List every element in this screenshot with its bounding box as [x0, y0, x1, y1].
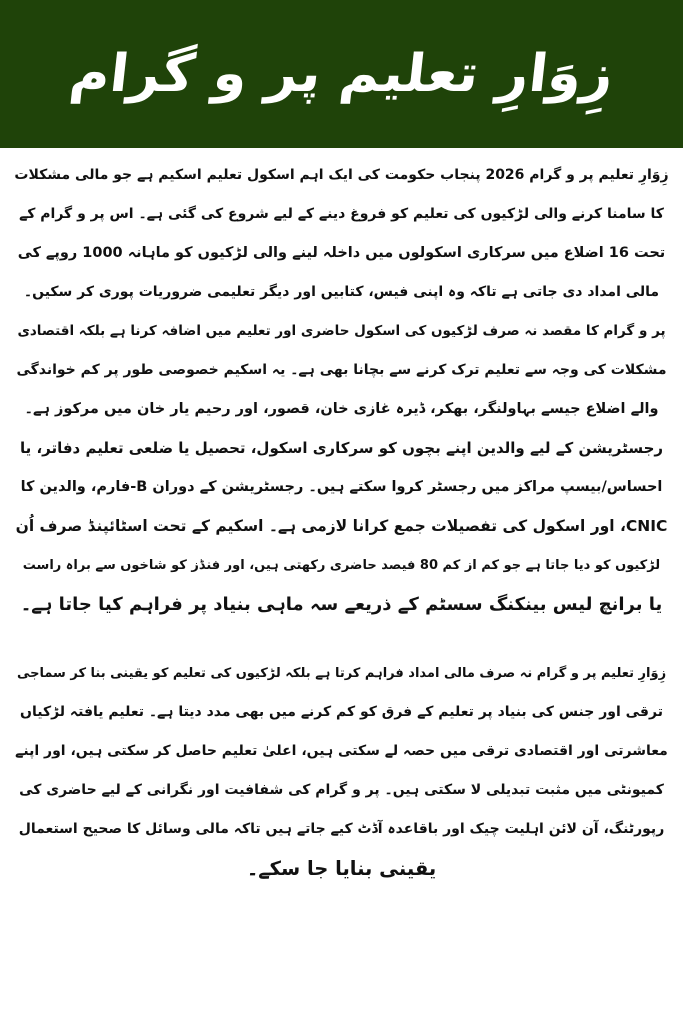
paragraph-impact — [14, 654, 669, 888]
text-line: CNIC، اور اسکول کی تفصیلات جمع کرانا لازمی ہے۔ اسکیم کے تحت اسٹائپنڈ صرف اُن — [15, 517, 668, 535]
text-line: والے اضلاع جیسے بہاولنگر، بھکر، ڈیرہ غازی خان، قصور، اور رحیم یار خان میں مرکوز ہے۔ — [24, 401, 659, 417]
paragraph-spacer — [14, 624, 669, 654]
text-line: تحت 16 اضلاع میں سرکاری اسکولوں میں داخلہ لینے والی لڑکیوں کو ماہانہ 1000 روپے کی — [17, 245, 666, 261]
text-line: کا سامنا کرنے والی لڑکیوں کی تعلیم کو فروغ دینے کے لیے شروع کی گئی ہے۔ اس پر و گرام کے — [19, 206, 664, 222]
paragraph-registration — [14, 429, 669, 624]
article-body — [0, 148, 683, 888]
title-banner — [0, 0, 683, 148]
text-line: ترقی اور جنس کی بنیاد پر تعلیم کے فرق کو کم کرنے میں بھی مدد دیتا ہے۔ تعلیم یافتہ لڑکیاں — [20, 704, 663, 720]
text-line: یقینی بنایا جا سکے۔ — [246, 857, 437, 880]
text-line: لڑکیوں کو دیا جاتا ہے جو کم از کم 80 فیصد حاضری رکھتی ہیں، اور فنڈز کو شاخوں سے براہ راست — [22, 558, 661, 573]
page-title: زِوَارِ تعلیم پر و گرام — [66, 44, 617, 104]
text-line: معاشرتی اور اقتصادی ترقی میں حصہ لے سکتی ہیں، اعلیٰ تعلیم حاصل کر سکتی ہیں، اور اپنے — [15, 743, 668, 759]
paragraph-objective — [14, 312, 669, 429]
text-line: رجسٹریشن کے لیے والدین اپنے بچوں کو سرکاری اسکول، تحصیل یا ضلعی تعلیم دفاتر، یا — [19, 439, 664, 457]
text-line: زِوَارِ تعلیم پر و گرام 2026 پنجاب حکومت کی ایک اہم اسکول تعلیم اسکیم ہے جو مالی مشکلات — [14, 167, 669, 183]
text-line: پر و گرام کا مقصد نہ صرف لڑکیوں کی اسکول حاضری اور تعلیم میں اضافہ کرنا ہے بلکہ اقتصادی — [17, 323, 666, 339]
text-line: زِوَارِ تعلیم پر و گرام نہ صرف مالی امداد فراہم کرتا ہے بلکہ لڑکیوں کی تعلیم کو یقینی بنا کر سماجی — [16, 666, 667, 681]
text-line: مالی امداد دی جاتی ہے تاکہ وہ اپنی فیس، کتابیں اور دیگر تعلیمی ضروریات پوری کر سکیں۔ — [23, 284, 660, 300]
text-line: کمیونٹی میں مثبت تبدیلی لا سکتی ہیں۔ پر و گرام کی شفافیت اور نگرانی کے لیے حاضری کی — [19, 782, 664, 798]
text-line: احساس/بیسپ مراکز میں رجسٹر کروا سکتے ہیں۔ رجسٹریشن کے دوران B-فارم، والدین کا — [20, 479, 663, 495]
text-line: مشکلات کی وجہ سے تعلیم ترک کرنے سے بچانا بھی ہے۔ یہ اسکیم خصوصی طور پر کم خواندگی — [16, 362, 667, 378]
text-line: یا برانچ لیس بینکنگ سسٹم کے ذریعے سہ ماہی بنیاد پر فراہم کیا جاتا ہے۔ — [20, 594, 663, 615]
text-line: رپورٹنگ، آن لائن اہلیت چیک اور باقاعدہ آڈٹ کیے جاتے ہیں تاکہ مالی وسائل کا صحیح استعمال — [18, 821, 665, 837]
paragraph-intro — [14, 156, 669, 312]
